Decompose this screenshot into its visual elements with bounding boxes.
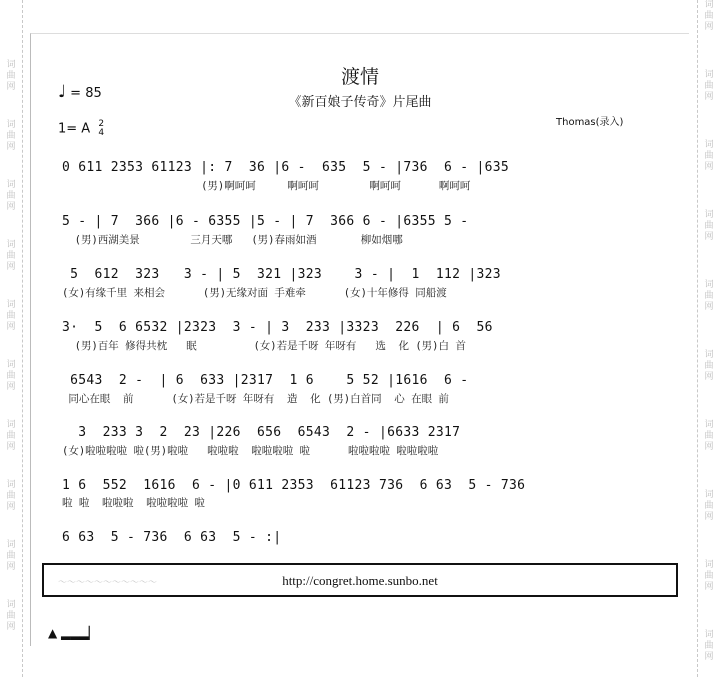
- time-signature-top: 2: [98, 119, 105, 129]
- notation-line-2: 5 - | 7 366 |6 - 6355 |5 - | 7 366 6 - |6355 5 -: [62, 214, 469, 229]
- time-signature: [98, 120, 104, 138]
- lyrics-line-5: 同心在眼 前 (女)若是千呀 年呀有 造 化 (男)白首同 心 在眼 前: [62, 393, 449, 405]
- watermark-column: 词 曲 网: [704, 140, 714, 172]
- notation-line-3: 5 612 323 3 - | 5 321 |323 3 - | 1 112 |323: [62, 267, 501, 282]
- song-title: 渡情: [340, 66, 379, 88]
- lyrics-line-1: (男)啊呵呵 啊呵呵 啊呵呵 啊呵呵: [62, 180, 471, 192]
- key-label: 1= A: [58, 121, 91, 137]
- website-link[interactable]: http://congret.home.sunbo.net: [282, 573, 438, 588]
- tempo-marking: [58, 82, 102, 102]
- tempo-value: = 85: [70, 86, 102, 101]
- watermark-column: 词 曲 网: [6, 360, 16, 392]
- watermark-column: 词 曲 网: [704, 280, 714, 312]
- watermark-column: 词 曲 网: [704, 490, 714, 522]
- watermark-column: 词 曲 网: [6, 420, 16, 452]
- watermark-column: 词 曲 网: [6, 180, 16, 212]
- lyrics-line-4: (男)百年 修得共枕 眠 (女)若是千呀 年呀有 选 化 (男)白 首: [62, 340, 466, 352]
- watermark-column: 词 曲 网: [704, 630, 714, 662]
- watermark-column: 词 曲 网: [704, 70, 714, 102]
- watermark-column: 词 曲 网: [704, 420, 714, 452]
- transcriber-credit: Thomas(录入): [556, 117, 624, 128]
- key-signature: [58, 120, 104, 138]
- watermark-column: 词 曲 网: [6, 300, 16, 332]
- bottom-mark: ▲ ▂▂▂▏: [48, 626, 98, 640]
- website-link-box: [42, 563, 678, 597]
- song-subtitle: 《新百娘子传奇》片尾曲: [288, 95, 432, 110]
- watermark-column: 词 曲 网: [704, 350, 714, 382]
- notation-line-7: 1 6 552 1616 6 - |0 611 2353 61123 736 6 63 5 - 736: [62, 478, 526, 493]
- watermark-column: 词 曲 网: [6, 240, 16, 272]
- watermark-column: 词 曲 网: [704, 560, 714, 592]
- watermark-column: 词 曲 网: [6, 600, 16, 632]
- lyrics-line-3: (女)有缘千里 来相会 (男)无缘对面 手难牵 (女)十年修得 同船渡: [62, 287, 447, 299]
- notation-line-1: 0 611 2353 61123 |: 7 36 |6 - 635 5 - |736 6 - |635: [62, 160, 509, 175]
- lyrics-line-7: 啦 啦 啦啦啦 啦啦啦啦 啦: [62, 497, 205, 509]
- watermark-column: 词 曲 网: [6, 540, 16, 572]
- notation-line-5: 6543 2 - | 6 633 |2317 1 6 5 52 |1616 6 -: [62, 373, 469, 388]
- lyrics-line-6: (女)啦啦啦啦 啦(男)啦啦 啦啦啦 啦啦啦啦 啦 啦啦啦啦 啦啦啦啦: [62, 445, 439, 457]
- quarter-note-icon: ♩: [58, 82, 67, 102]
- lyrics-line-2: (男)西湖美景 三月天哪 (男)春雨如酒 柳如烟哪: [62, 234, 403, 246]
- notation-line-4: 3· 5 6 6532 |2323 3 - | 3 233 |3323 226 | 6 56: [62, 320, 493, 335]
- watermark-column: 词 曲 网: [6, 120, 16, 152]
- watermark-column: 词 曲 网: [6, 480, 16, 512]
- notation-line-6: 3 233 3 2 23 |226 656 6543 2 - |6633 2317: [62, 425, 461, 440]
- time-signature-bottom: 4: [98, 128, 105, 138]
- notation-line-8: 6 63 5 - 736 6 63 5 - :|: [62, 530, 282, 545]
- watermark-column: 词 曲 网: [6, 60, 16, 92]
- watermark-column: 词 曲 网: [704, 210, 714, 242]
- faint-decoration: ～～～～～～～～～～～: [58, 578, 158, 588]
- watermark-column: 词 曲 网: [704, 0, 714, 32]
